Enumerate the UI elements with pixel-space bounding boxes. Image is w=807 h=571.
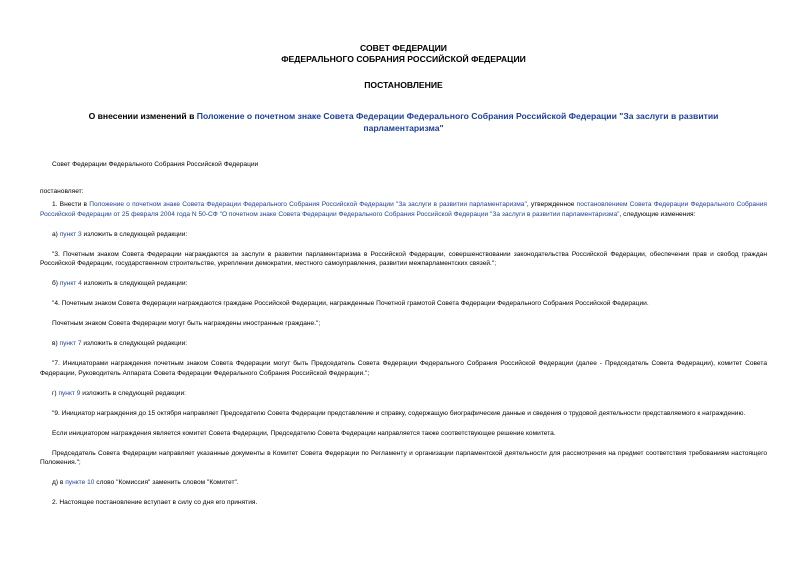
subitem-b-prefix: б)	[52, 280, 60, 287]
subitem-a-suffix: изложить в следующей редакции:	[81, 230, 188, 238]
title-prefix: О внесении изменений в	[88, 111, 197, 121]
point-7-text: "7. Инициаторами награждения почетным знаком Совета Федерации могут быть Председатель Совета Федерации Федерального Собрания Российской Федерации (далее - Председатель Совета Федерации), комитет Совета Федерации, Руководитель Аппарата Совета Федерации Федерального Собрания Российской Федерации.";	[40, 360, 767, 377]
point-9-text-1: "9. Инициатор награждения до 15 октября направляет Председателю Совета Федерации представление и справку, содержащую биографические данные и сведения о трудовой деятельности представляемого к награждению.	[52, 409, 746, 417]
document-header	[0, 43, 807, 65]
resolves-paragraph: постановляет:	[40, 187, 84, 195]
subitem-g-suffix: изложить в следующей редакции:	[80, 389, 186, 397]
subitem-g-prefix: г)	[52, 389, 59, 397]
subitem-d-suffix: слово "Комиссия" заменить словом "Комитет".	[94, 479, 239, 486]
subitem-b-paragraph	[40, 279, 767, 289]
item-1-text-b: , утвержденное	[526, 201, 577, 208]
point-9-text-3: Председатель Совета Федерации направляет указанные документы в Комитет Совета Федерации по Регламенту и организации парламентской деятельности для рассмотрения на предмет соответствия требованиям настоящего Положения.";	[40, 449, 767, 466]
subitem-b-suffix: изложить в следующей редакции:	[81, 280, 188, 287]
point-7-link[interactable]: пункт 7	[59, 340, 82, 347]
subitem-v-prefix: в)	[52, 340, 60, 347]
subitem-a-paragraph	[40, 230, 767, 240]
org-name-line2: ФЕДЕРАЛЬНОГО СОБРАНИЯ РОССИЙСКОЙ ФЕДЕРАЦИИ	[281, 54, 526, 64]
point-4-text-2: Почетным знаком Совета Федерации могут быть награждены иностранные граждане.";	[52, 320, 321, 327]
item-1-paragraph	[40, 200, 767, 219]
point-10-link[interactable]: пункте 10	[65, 479, 95, 486]
point-4-text-1: "4. Почетным знаком Совета Федерации награждаются граждане Российской Федерации, награжденные Почетной грамотой Совета Федерации Федерального Собрания Российской Федерации.	[52, 300, 649, 307]
subitem-g-paragraph	[40, 389, 767, 399]
item-1-text-a: 1. Внести в	[52, 201, 90, 208]
subitem-v-paragraph	[40, 339, 767, 349]
subitem-v-suffix: изложить в следующей редакции:	[81, 340, 188, 347]
title-regulation-link[interactable]: Положение о почетном знаке Совета Федерации Федерального Собрания Российской Федерации "За заслуги в развитии парламентаризма"	[196, 111, 719, 133]
point-4-link[interactable]: пункт 4	[59, 280, 82, 287]
intro-paragraph: Совет Федерации Федерального Собрания Российской Федерации	[52, 161, 259, 168]
point-9-text-2: Если инициатором награждения является комитет Совета Федерации, Председателю Совета Федерации направляется также соответствующее решение комитета.	[52, 429, 556, 437]
point-3-link[interactable]: пункт 3	[59, 230, 82, 238]
point-3-text: "3. Почетным знаком Совета Федерации награждаются за заслуги в развитии парламентаризма в Российской Федерации, совершенствовании законодательства Российской Федерации, обеспечении прав и свобод граждан Российской Федерации, государственном строительстве, укреплении демократии, местного самоуправления, развитии межпарламентских связей.";	[40, 250, 767, 267]
document-body	[40, 160, 767, 508]
item-2-paragraph: 2. Настоящее постановление вступает в силу со дня его принятия.	[52, 499, 258, 506]
org-name-line1: СОВЕТ ФЕДЕРАЦИИ	[360, 43, 447, 53]
document-title	[70, 110, 737, 134]
subitem-d-paragraph	[40, 478, 767, 488]
subitem-a-prefix: а)	[52, 230, 60, 238]
regulation-link[interactable]: Положение о почетном знаке Совета Федерации Федерального Собрания Российской Федерации "За заслуги в развитии парламентаризма"	[89, 201, 527, 208]
resolution-link[interactable]: постановлением Совета Федерации Федерального Собрания Российской Федерации от 25 февраля 2004 года N 50-СФ "О почетном знаке Совета Федерации Федерального Собрания Российской Федерации "За заслуги в развитии парламентаризма"	[40, 201, 767, 218]
document-type: ПОСТАНОВЛЕНИЕ	[364, 80, 443, 90]
subitem-d-prefix: д) в	[52, 479, 66, 486]
point-9-link[interactable]: пункт 9	[58, 389, 81, 397]
item-1-text-c: , следующие изменения:	[619, 210, 696, 218]
